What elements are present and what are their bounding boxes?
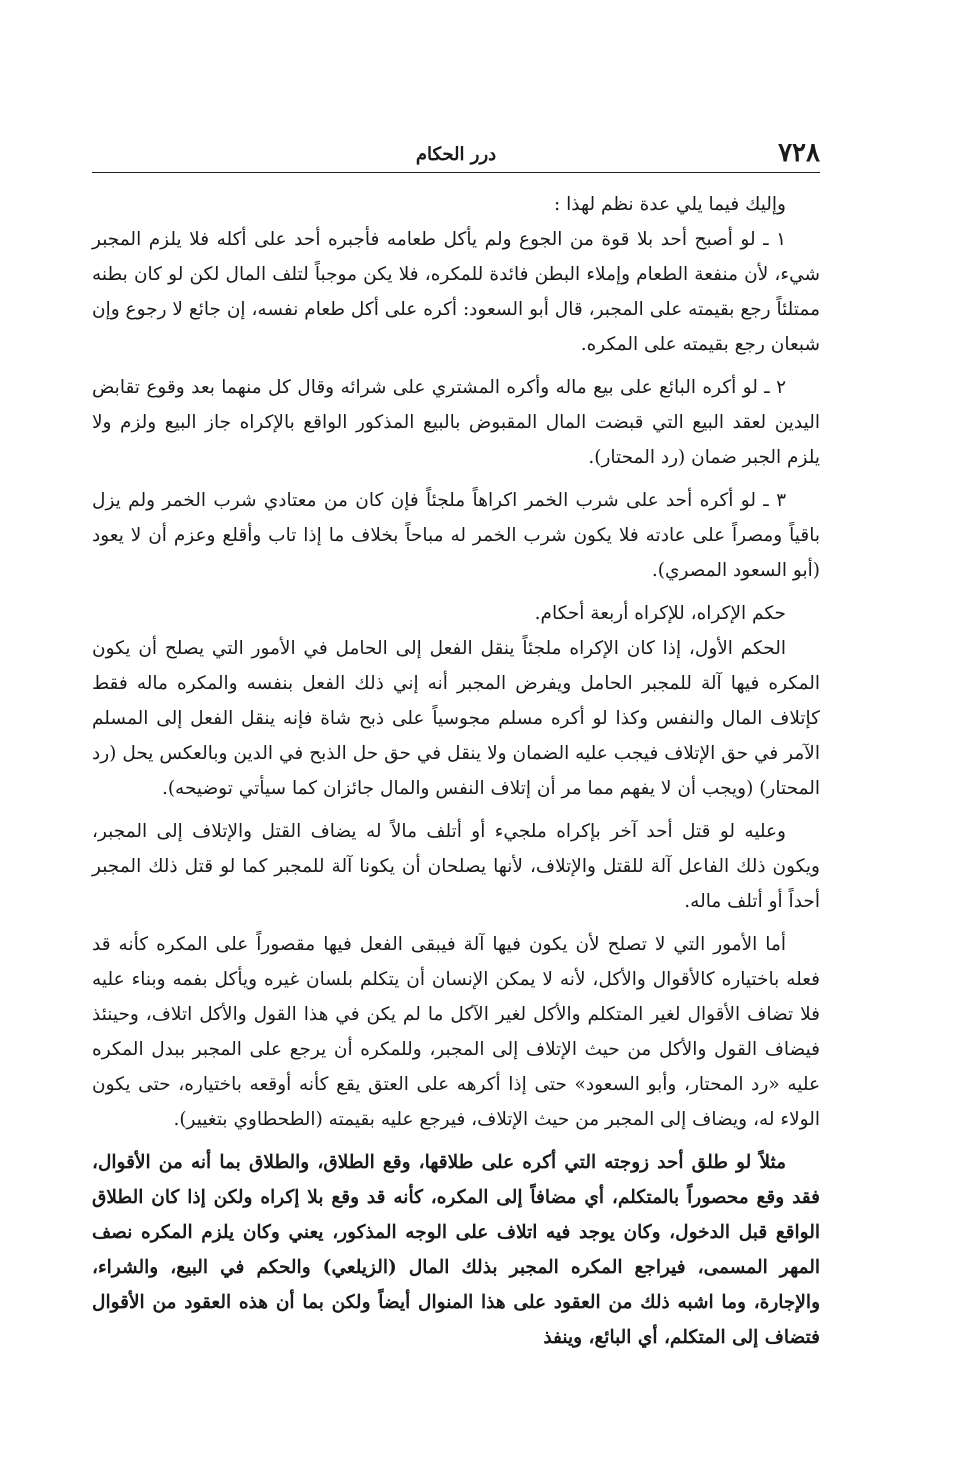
page-header: [92, 130, 820, 173]
example-1-paragraph: ١ ـ لو أصبح أحد بلا قوة من الجوع ولم يأكل طعامه فأجبره أحد على أكله فلا يلزم المجبر شيء، لأن منفعة الطعام وإملاء البطن فائدة للمكره، فلا يكن موجباً لتلف المال لكن لو كان بطنه ممتلئاً رجع بقيمته على المجبر، قال أبو السعود: أكره على أكل طعام نفسه، إن جائع لا رجوع وإن شبعان رجع بقيمته على المكره.: [92, 229, 820, 355]
consequence-paragraph: وعليه لو قتل أحد آخر بإكراه ملجيء أو أتلف مالاً له يضاف القتل والإتلاف إلى المجبر، ويكون ذلك الفاعل آلة للقتل والإتلاف، لأنها يصلحان أن يكونا آلة للمجبر كما لو قتل ذلك المجبر أحداً أو أتلف ماله.: [92, 821, 820, 912]
page: [92, 130, 820, 1355]
running-title: درر الحكام: [415, 144, 497, 165]
divorce-example-paragraph: مثلاً لو طلق أحد زوجته التي أكره على طلاقها، وقع الطلاق، والطلاق بما أنه من الأقوال، فقد وقع محصوراً بالمتكلم، أي مضافاً إلى المكره، كأنه قد وقع بلا إكراه ولكن إذا كان الطلاق الواقع قبل الدخول، وكان يوجد فيه اتلاف على الوجه المذكور، يعني وكان يلزم المكره نصف المهر المسمى، فيراجع المكره المجبر بذلك المال (الزيلعي) والحكم في البيع، والشراء، والإجارة، وما اشبه ذلك من العقود على هذا المنوال أيضاً ولكن بما أن هذه العقود من الأقوال فتضاف إلى المتكلم، أي البائع، وينفذ: [92, 1152, 820, 1348]
first-ruling-paragraph: الحكم الأول، إذا كان الإكراه ملجئاً ينقل الفعل إلى الحامل في الأمور التي يصلح أن يكون المكره فيها آلة للمجبر الحامل ويفرض المجبر أنه إني ذلك الفعل بنفسه والمكره ماله فقط كإتلاف المال والنفس وكذا لو أكره مسلم مجوسياً على ذبح شاة فإنه ينقل الفعل إلى المسلم الآمر في حق الإتلاف فيجب عليه الضمان ولا ينقل في حق حل الذبح في الدين وبالعكس يحل (رد المحتار) (ويجب أن لا يفهم مما مر أن إتلاف النفس والمال جائزان كما سيأتي توضيحه).: [92, 638, 820, 799]
intro-paragraph: وإليك فيما يلي عدة نظم لهذا :: [554, 194, 786, 215]
non-instrument-matters-paragraph: أما الأمور التي لا تصلح لأن يكون فيها آلة فيبقى الفعل فيها مقصوراً على المكره كأنه قد فعله باختياره كالأقوال والأكل، لأنه لا يمكن الإنسان أن يتكلم بلسان غيره ويأكل بفمه وبناء عليه فلا تضاف الأقوال لغير المتكلم والأكل لغير الآكل ما لم يكن في هذا القول والأكل اتلاف، وحينئذ فيضاف القول والأكل من حيث الإتلاف إلى المجبر، وللمكره أن يرجع على المجبر ببدل المكره عليه «رد المحتار، وأبو السعود» حتى إذا أكرهه على العتق يقع كأنه أوقعه باختياره، حتى يكون الولاء له، ويضاف إلى المجبر من حيث الإتلاف، فيرجع عليه بقيمته (الطحطاوي بتغيير).: [92, 934, 820, 1130]
rulings-heading-paragraph: حكم الإكراه، للإكراه أربعة أحكام.: [534, 603, 786, 624]
page-number: ٧٢٨: [778, 138, 820, 168]
example-2-paragraph: ٢ ـ لو أكره البائع على بيع ماله وأكره المشتري على شرائه وقال كل منهما بعد وقوع تقابض اليدين لعقد البيع التي قبضت المال المقبوض بالبيع المذكور الواقع بالإكراه جاز البيع ولزم ولا يلزم الجبر ضمان (رد المحتار).: [92, 377, 820, 468]
example-3-paragraph: ٣ ـ لو أكره أحد على شرب الخمر اكراهاً ملجئاً فإن كان من معتادي شرب الخمر ولم يزل باقياً ومصراً على عادته فلا يكون شرب الخمر له مباحاً بخلاف ما إذا تاب وأقلع وعزم أن لا يعود (أبو السعود المصري).: [92, 490, 820, 581]
page-body: [92, 187, 820, 1355]
